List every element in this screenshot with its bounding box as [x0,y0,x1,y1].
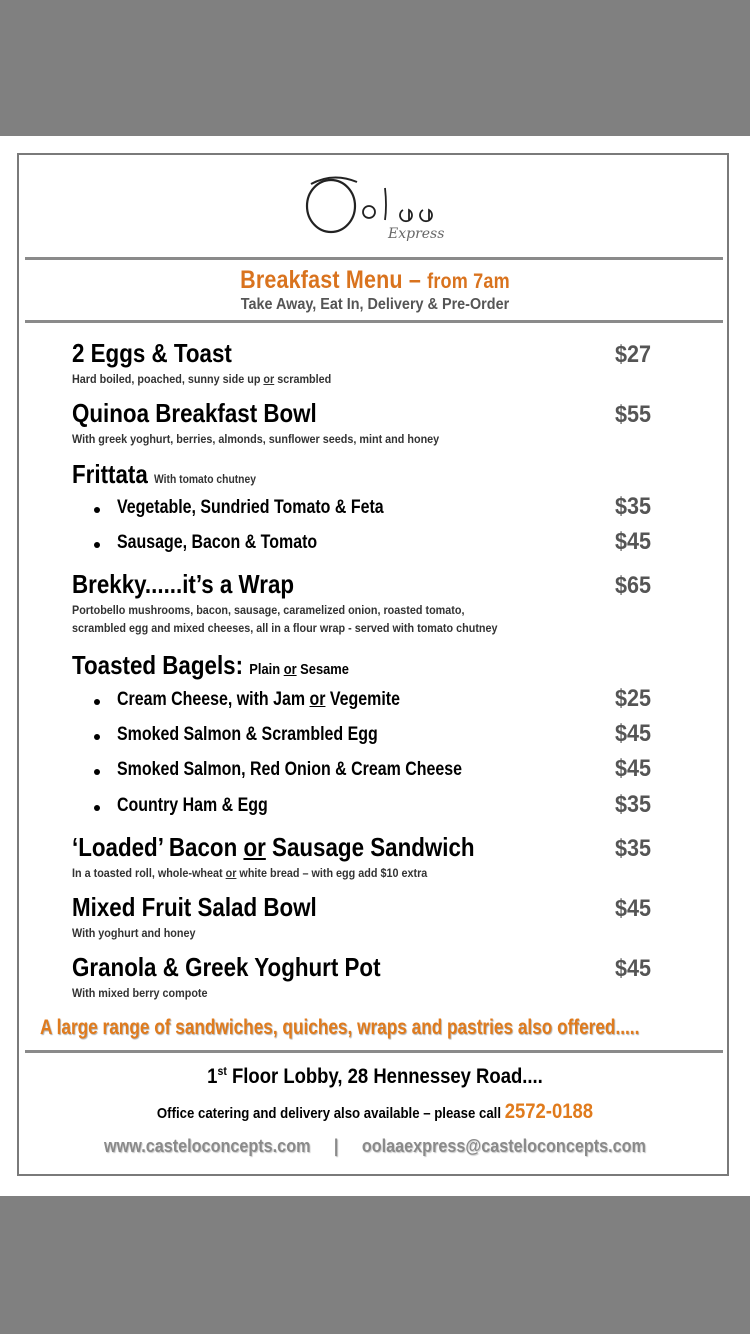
option-salmon-egg: Smoked Salmon & Scrambled Egg [117,724,378,745]
desc-fruit-salad: With yoghurt and honey [72,926,196,940]
desc-brekky-wrap-1: Portobello mushrooms, bacon, sausage, caramelized onion, roasted tomato, [72,603,465,617]
price-quinoa-bowl: $55 [615,401,652,428]
desc-granola-pot: With mixed berry compote [72,986,208,1000]
price-salmon-egg: $45 [615,720,652,747]
phone-number[interactable]: 2572-0188 [504,1100,594,1123]
footer-rule [25,1050,723,1053]
website-link[interactable]: www.casteloconcepts.com [104,1136,311,1156]
oolaa-logo [303,166,453,246]
price-brekky-wrap: $65 [615,572,652,599]
price-ham-egg: $35 [615,791,652,818]
price-loaded-sandwich: $35 [615,835,652,862]
desc-quinoa-bowl: With greek yoghurt, berries, almonds, sunflower seeds, mint and honey [72,432,440,446]
address: 1st Floor Lobby, 28 Hennessey Road.... [207,1064,543,1088]
bullet [94,734,100,740]
bullet [94,542,100,548]
contact-line [38,1136,713,1157]
item-quinoa-bowl: Quinoa Breakfast Bowl [72,398,317,428]
desc-2-eggs-toast: Hard boiled, poached, sunny side up or scrambled [72,372,332,386]
item-toasted-bagels: Toasted Bagels: Plain or Sesame [72,650,349,680]
header-rule-bottom [25,320,723,323]
header-rule-top [25,257,723,260]
price-cream-cheese: $25 [615,685,652,712]
email-link[interactable]: oolaaexpress@casteloconcepts.com [361,1136,646,1156]
option-salmon-cream-cheese: Smoked Salmon, Red Onion & Cream Cheese [117,759,463,780]
price-2-eggs-toast: $27 [615,341,652,368]
item-granola-pot: Granola & Greek Yoghurt Pot [72,952,381,982]
menu-sheet [0,136,750,1196]
price-sausage-bacon: $45 [615,528,652,555]
item-loaded-sandwich: ‘Loaded’ Bacon or Sausage Sandwich [72,832,475,862]
price-fruit-salad: $45 [615,895,652,922]
separator: | [333,1136,339,1156]
option-vegetable-feta: Vegetable, Sundried Tomato & Feta [117,497,384,518]
price-granola-pot: $45 [615,955,652,982]
offer-banner: A large range of sandwiches, quiches, wraps and pastries also offered..... [40,1016,640,1039]
svg-text:Express: Express [388,226,445,242]
menu-title: Breakfast Menu – from 7am [240,266,510,294]
bullet [94,699,100,705]
price-salmon-cream-cheese: $45 [615,755,652,782]
desc-loaded-sandwich: In a toasted roll, whole-wheat or white bread – with egg add $10 extra [72,866,428,880]
item-fruit-salad: Mixed Fruit Salad Bowl [72,892,317,922]
menu-subtitle: Take Away, Eat In, Delivery & Pre-Order [240,296,510,313]
desc-brekky-wrap-2: scrambled egg and mixed cheeses, all in a flour wrap - served with tomato chutney [72,621,498,635]
item-2-eggs-toast: 2 Eggs & Toast [72,338,232,368]
option-ham-egg: Country Ham & Egg [117,795,268,816]
bullet [94,507,100,513]
catering-line: Office catering and delivery also available – please call 2572-0188 [156,1100,594,1123]
item-frittata: Frittata With tomato chutney [72,459,256,489]
bullet [94,769,100,775]
option-cream-cheese: Cream Cheese, with Jam or Vegemite [117,689,400,710]
item-brekky-wrap: Brekky......it’s a Wrap [72,569,295,599]
bullet [94,805,100,811]
option-sausage-bacon: Sausage, Bacon & Tomato [117,532,318,553]
price-vegetable-feta: $35 [615,493,652,520]
